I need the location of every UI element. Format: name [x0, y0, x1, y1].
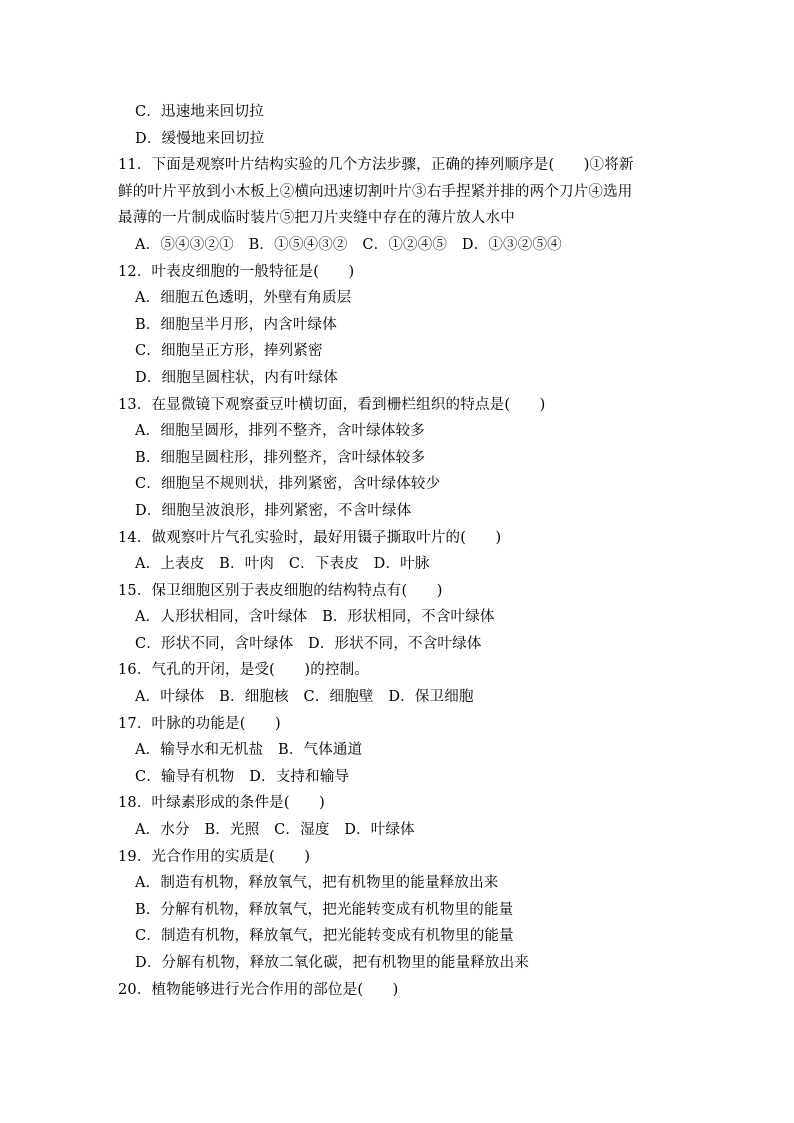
- option-line: B．细胞呈半月形，内含叶绿体: [135, 316, 337, 333]
- option-line: C．迅速地来回切拉: [135, 104, 264, 120]
- question-11-line: 11．下面是观察叶片结构实验的几个方法步骤，正确的捧列顺序是( )①将新: [118, 157, 634, 174]
- option-line: C．细胞呈正方形，捧列紧密: [135, 343, 323, 360]
- option-line: A．输导水和无机盐 B．气体通道: [135, 742, 363, 759]
- option-line: A．细胞五色透明，外壁有角质层: [135, 290, 352, 307]
- question-list: [118, 99, 678, 1003]
- option-line: B．分解有机物，释放氧气，把光能转变成有机物里的能量: [135, 901, 514, 918]
- option-line: A．⑤④③②① B．①⑤④③② C．①②④⑤ D．①③②⑤④: [135, 236, 562, 253]
- question-16: 16．气孔的开闭，是受( )的控制。: [118, 662, 370, 679]
- question-11-line: 最薄的一片制成临时装片⑤把刀片夹缝中存在的薄片放人水中: [118, 210, 515, 227]
- option-line: C．制造有机物，释放氧气，把光能转变成有机物里的能量: [135, 928, 514, 945]
- question-13: 13．在显微镜下观察蚕豆叶横切面，看到栅栏组织的特点是( ): [118, 396, 546, 413]
- option-line: A．制造有机物，释放氧气，把有机物里的能量释放出来: [135, 875, 499, 892]
- option-line: D．分解有机物，释放二氧化碳，把有机物里的能量释放出来: [135, 955, 530, 971]
- option-line: D．细胞呈圆柱状，内有叶绿体: [135, 369, 338, 386]
- question-20: 20．植物能够进行光合作用的部位是( ): [118, 981, 399, 998]
- option-line: D．细胞呈波浪形，排列紧密，不含叶绿体: [135, 502, 412, 519]
- question-15: 15．保卫细胞区别于表皮细胞的结构特点有( ): [118, 582, 443, 599]
- option-line: C．形状不同，含叶绿体 D．形状不同，不含叶绿体: [135, 635, 482, 652]
- option-line: C．细胞呈不规则状，排列紧密，含叶绿体较少: [135, 476, 441, 493]
- question-18: 18．叶绿素形成的条件是( ): [118, 795, 325, 812]
- option-line: A．细胞呈圆形，排列不整齐，含叶绿体较多: [135, 423, 425, 440]
- question-19: 19．光合作用的实质是( ): [118, 848, 311, 865]
- option-line: D．缓慢地来回切拉: [135, 130, 265, 147]
- option-line: A．水分 B．光照 C．湿度 D．叶绿体: [135, 822, 415, 839]
- option-line: B．细胞呈圆柱形，排列整齐，含叶绿体较多: [135, 449, 426, 466]
- option-line: A．叶绿体 B．细胞核 C．细胞壁 D．保卫细胞: [135, 689, 474, 706]
- question-17: 17．叶脉的功能是( ): [118, 715, 281, 732]
- question-14: 14．做观察叶片气孔实验时，最好用镊子撕取叶片的( ): [118, 529, 502, 546]
- option-line: A．上表皮 B．叶肉 C．下表皮 D．叶脉: [135, 556, 430, 573]
- option-line: C．输导有机物 D．支持和输导: [135, 768, 350, 785]
- option-line: A．人形状相同，含叶绿体 B．形状相同，不含叶绿体: [135, 609, 495, 626]
- question-11-line: 鲜的叶片平放到小木板上②横向迅速切割叶片③右手捏紧并排的两个刀片④选用: [118, 183, 633, 200]
- question-12: 12．叶表皮细胞的一般特征是( ): [118, 263, 355, 280]
